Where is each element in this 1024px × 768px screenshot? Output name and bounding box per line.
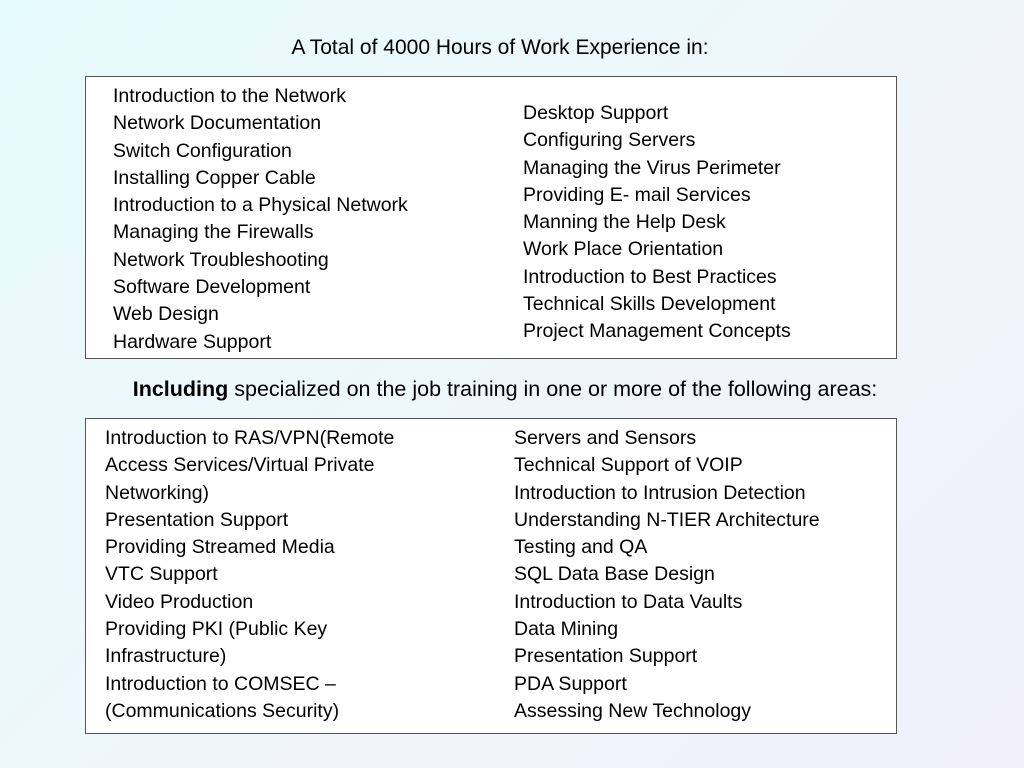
subtitle-bold-word: Including	[132, 377, 229, 401]
list-item: VTC Support	[105, 563, 218, 586]
list-item: Networking)	[105, 481, 210, 504]
subtitle-rest: specialized on the job training in one or more of the following areas:	[228, 377, 878, 401]
list-item: PDA Support	[514, 672, 627, 695]
list-item: Manning the Help Desk	[523, 211, 726, 234]
work-experience-box	[85, 76, 897, 359]
list-item: Video Production	[105, 590, 254, 613]
training-areas-box	[85, 418, 897, 734]
list-item: Network Troubleshooting	[113, 248, 329, 271]
experience-list-right	[523, 100, 791, 346]
list-item: Installing Copper Cable	[113, 166, 316, 189]
list-item: Testing and QA	[514, 536, 648, 559]
list-item: Access Services/Virtual Private	[105, 454, 375, 477]
list-item: Introduction to COMSEC –	[105, 672, 336, 695]
training-list-left	[105, 425, 394, 725]
list-item: Introduction to Data Vaults	[514, 590, 743, 613]
training-subtitle	[0, 374, 1010, 404]
experience-list-left	[113, 83, 408, 356]
list-item: Managing the Firewalls	[113, 221, 314, 244]
list-item: Understanding N-TIER Architecture	[514, 508, 820, 531]
list-item: Managing the Virus Perimeter	[523, 156, 781, 179]
list-item: Network Documentation	[113, 112, 322, 135]
list-item: Providing PKI (Public Key	[105, 618, 328, 641]
list-item: Data Mining	[514, 618, 619, 641]
list-item: (Communications Security)	[105, 699, 340, 722]
list-item: Work Place Orientation	[523, 238, 724, 261]
list-item: Presentation Support	[105, 508, 289, 531]
list-item: Assessing New Technology	[514, 699, 752, 722]
list-item: Switch Configuration	[113, 139, 292, 162]
list-item: Project Management Concepts	[523, 320, 791, 343]
list-item: Introduction to Best Practices	[523, 265, 777, 288]
list-item: Infrastructure)	[105, 645, 227, 668]
list-item: Technical Skills Development	[523, 293, 776, 316]
list-item: Web Design	[113, 303, 219, 326]
list-item: Providing Streamed Media	[105, 536, 335, 559]
slide-title: A Total of 4000 Hours of Work Experience in:	[291, 36, 709, 59]
training-list-right	[514, 425, 820, 725]
list-item: Introduction to RAS/VPN(Remote	[105, 427, 395, 449]
list-item: Introduction to Intrusion Detection	[514, 481, 806, 504]
list-item: Presentation Support	[514, 645, 698, 668]
list-item: Technical Support of VOIP	[514, 454, 743, 477]
list-item: SQL Data Base Design	[514, 563, 715, 586]
list-item: Software Development	[113, 276, 311, 299]
list-item: Desktop Support	[523, 102, 669, 124]
list-item: Providing E- mail Services	[523, 183, 751, 206]
list-item: Introduction to a Physical Network	[113, 194, 408, 217]
list-item: Hardware Support	[113, 330, 272, 353]
list-item: Servers and Sensors	[514, 427, 697, 449]
list-item: Introduction to the Network	[113, 85, 347, 107]
list-item: Configuring Servers	[523, 129, 696, 152]
